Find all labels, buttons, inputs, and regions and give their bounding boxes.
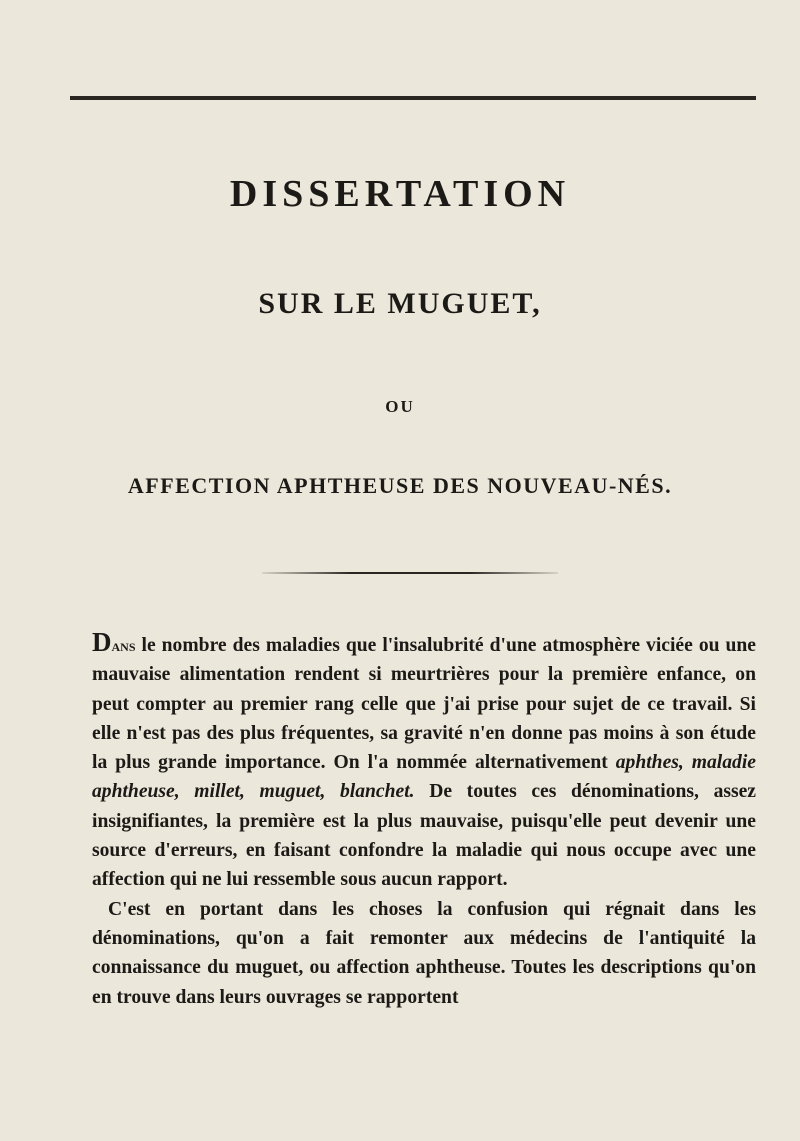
- small-caps-lead: ans: [111, 636, 136, 655]
- top-rule: [70, 96, 756, 100]
- connector-word: OU: [385, 397, 415, 416]
- paragraph-1-text-b: De toutes ces dénominations, assez insignifiantes, la première est la plus mauvaise, puisqu'elle peut devenir une source d'erreurs, en faisant confondre la maladie qui nous occupe avec une affection qui ne lui ressemble sous aucun rapport.: [92, 781, 757, 891]
- paragraph-1-text-a: le nombre des maladies que l'insalubrité d'une atmosphère viciée ou une mauvaise alimentation rendent si meurtrières pour la première enfance, on peut compter au premier rang celle que j'ai prise pour sujet de ce travail. Si elle n'est pas des plus fréquentes, sa gravité n'en donne pas moins à son étude la plus grande importance. On l'a nommée alternativement: [92, 635, 756, 774]
- paragraph-2: C'est en portant dans les choses la confusion qui régnait dans les dénominations, qu'on a fait remonter aux médecins de l'antiquité la connaissance du muguet, ou affection aphtheuse. Toutes les descriptions qu'on en trouve dans leurs ouvrages se rapportent: [92, 898, 756, 1008]
- paragraph-1: [92, 628, 756, 895]
- drop-cap: D: [92, 627, 112, 657]
- section-divider: [262, 572, 558, 574]
- page-title: DISSERTATION: [229, 173, 571, 215]
- page-subtitle: SUR LE MUGUET,: [258, 287, 542, 320]
- paragraph-1-italic: aphthes, maladie aphtheuse, millet, muguet, blanchet.: [92, 752, 756, 803]
- subject-heading: AFFECTION APHTHEUSE DES NOUVEAU-NÉS.: [127, 473, 673, 498]
- body-text: [92, 628, 756, 1012]
